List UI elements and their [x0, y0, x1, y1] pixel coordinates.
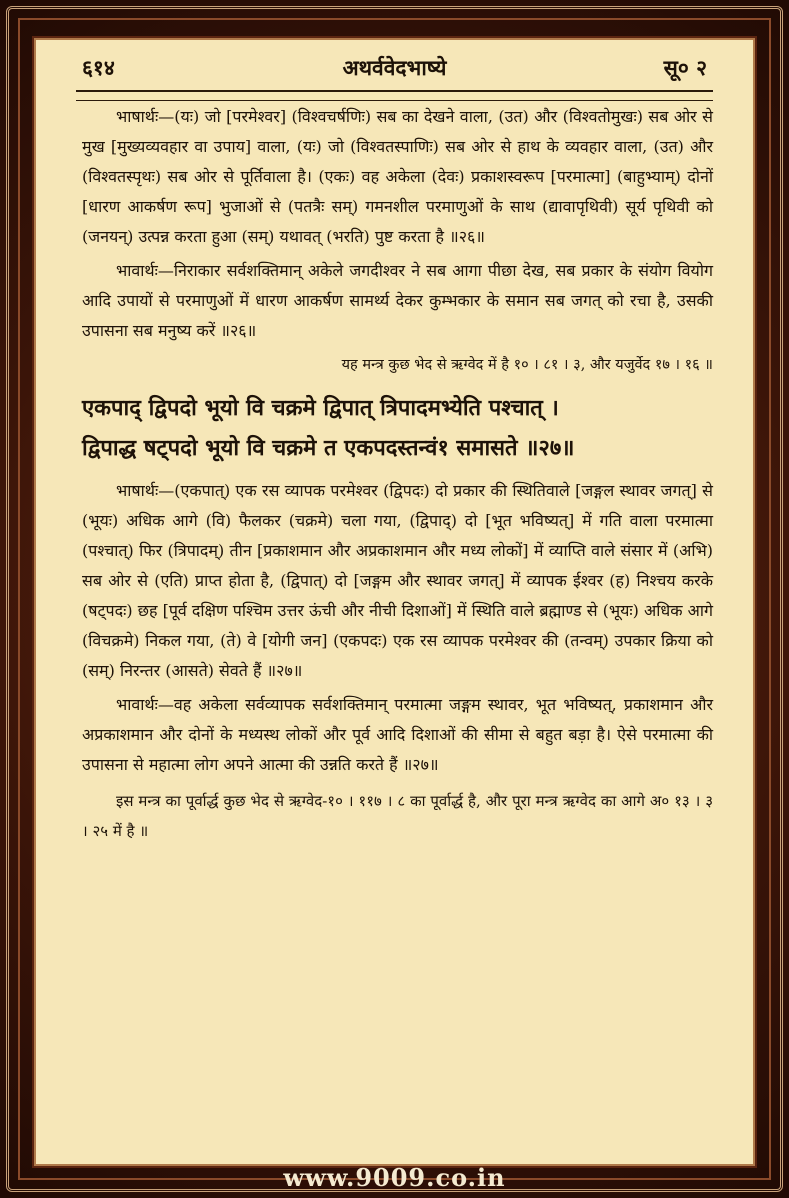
bhashartha-27: भाषार्थः—(एकपात्) एक रस व्यापक परमेश्वर (द्विपदः) दो प्रकार की स्थितिवाले [जङ्गल स्थावर जगत्] से (भूयः) अधिक आगे (वि) फैलकर (चक्रमे) चला गया, (द्विपाद्) दो [भूत भविष्यत्] में गति वाला परमात्मा (पश्चात्) फिर (त्रिपादम्) तीन [प्रकाशमान और अप्रकाशमान और मध्य लोकों] में व्याप्ति वाले संसार में (अभि) सब ओर से (एति) प्राप्त होता है, (द्विपात्) दो [जङ्गम और स्थावर जगत्] में व्यापक ईश्वर (ह) निश्चय करके (षट्पदः) छह [पूर्व दक्षिण पश्चिम उत्तर ऊंची और नीची दिशाओं] में स्थिति वाले ब्रह्माण्ड से (भूयः) अधिक आगे (विचक्रमे) निकल गया, (ते) वे [योगी जन] (एकपदः) एक रस व्यापक परमेश्वर की (तन्वम्) उपकार क्रिया को (सम्) निरन्तर (आसते) सेवते हैं ॥२७॥ — [82, 481, 713, 680]
page-body — [82, 102, 713, 850]
header-divider — [76, 90, 713, 101]
mantra-verse — [82, 388, 713, 468]
website-footer: www.9009.co.in — [283, 1163, 506, 1192]
book-title: अथर्ववेदभाष्ये — [342, 55, 447, 80]
bhavartha-26: भावार्थः—निराकार सर्वशक्तिमान् अकेले जगदीश्वर ने सब आगा पीछा देख, सब प्रकार के संयोग वियोग आदि उपायों से परमाणुओं में धारण आकर्षण सामर्थ्य देकर कुम्भकार के समान सब जगत् को रचा है, उसकी उपासना सब मनुष्य करें ॥२६॥ — [82, 261, 713, 340]
reference-note-27: इस मन्त्र का पूर्वार्द्ध कुछ भेद से ऋग्वेद-१० । ११७ । ८ का पूर्वार्द्ध है, और पूरा मन्त्र ऋग्वेद का आगे अ० १३ । ३ । २५ में है ॥ — [82, 792, 713, 840]
verse-line-1: एकपाद् द्विपदो भूयो वि चक्रमे द्विपात् त्रिपादमभ्येति पश्चात् । — [82, 395, 559, 421]
sukta-number: सू० २ — [663, 55, 707, 80]
page-paper — [36, 40, 753, 1164]
bhavartha-27: भावार्थः—वह अकेला सर्वव्यापक सर्वशक्तिमान् परमात्मा जङ्गम स्थावर, भूत भविष्यत्, प्रकाशमान और अप्रकाशमान और दोनों के मध्यस्थ लोकों और पूर्व आदि दिशाओं की सीमा से बहुत बड़ा है। ऐसे परमात्मा की उपासना से महात्मा लोग अपने आत्मा की उन्नति करते हैं ॥२७॥ — [82, 695, 713, 774]
page-header — [76, 54, 713, 88]
verse-line-2: द्विपाद्ध षट्पदो भूयो वि चक्रमे त एकपदस्तन्वं१ समासते ॥२७॥ — [82, 435, 575, 461]
bhashartha-26: भाषार्थः—(यः) जो [परमेश्वर] (विश्वचर्षणिः) सब का देखने वाला, (उत) और (विश्वतोमुखः) सब ओर से मुख [मुख्यव्यवहार वा उपाय] वाला, (यः) जो (विश्वतस्पाणिः) सब ओर से हाथ के व्यवहार वाला, (उत) और (विश्वतस्पृथः) सब ओर से पूर्तिवाला है। (एकः) वह अकेला (देवः) प्रकाशस्वरूप [परमात्मा] (बाहुभ्याम्) दोनों [धारण आकर्षण रूप] भुजाओं से (पतत्रैः सम्) गमनशील परमाणुओं के साथ (द्यावापृथिवी) सूर्य पृथिवी को (जनयन्) उत्पन्न करता हुआ (सम्) यथावत् (भरति) पुष्ट करता है ॥२६॥ — [82, 107, 713, 246]
reference-note-26: यह मन्त्र कुछ भेद से ऋग्वेद में है १० । ८१ । ३, और यजुर्वेद १७ । १६ ॥ — [341, 357, 713, 373]
page-number: ६१४ — [82, 55, 115, 80]
